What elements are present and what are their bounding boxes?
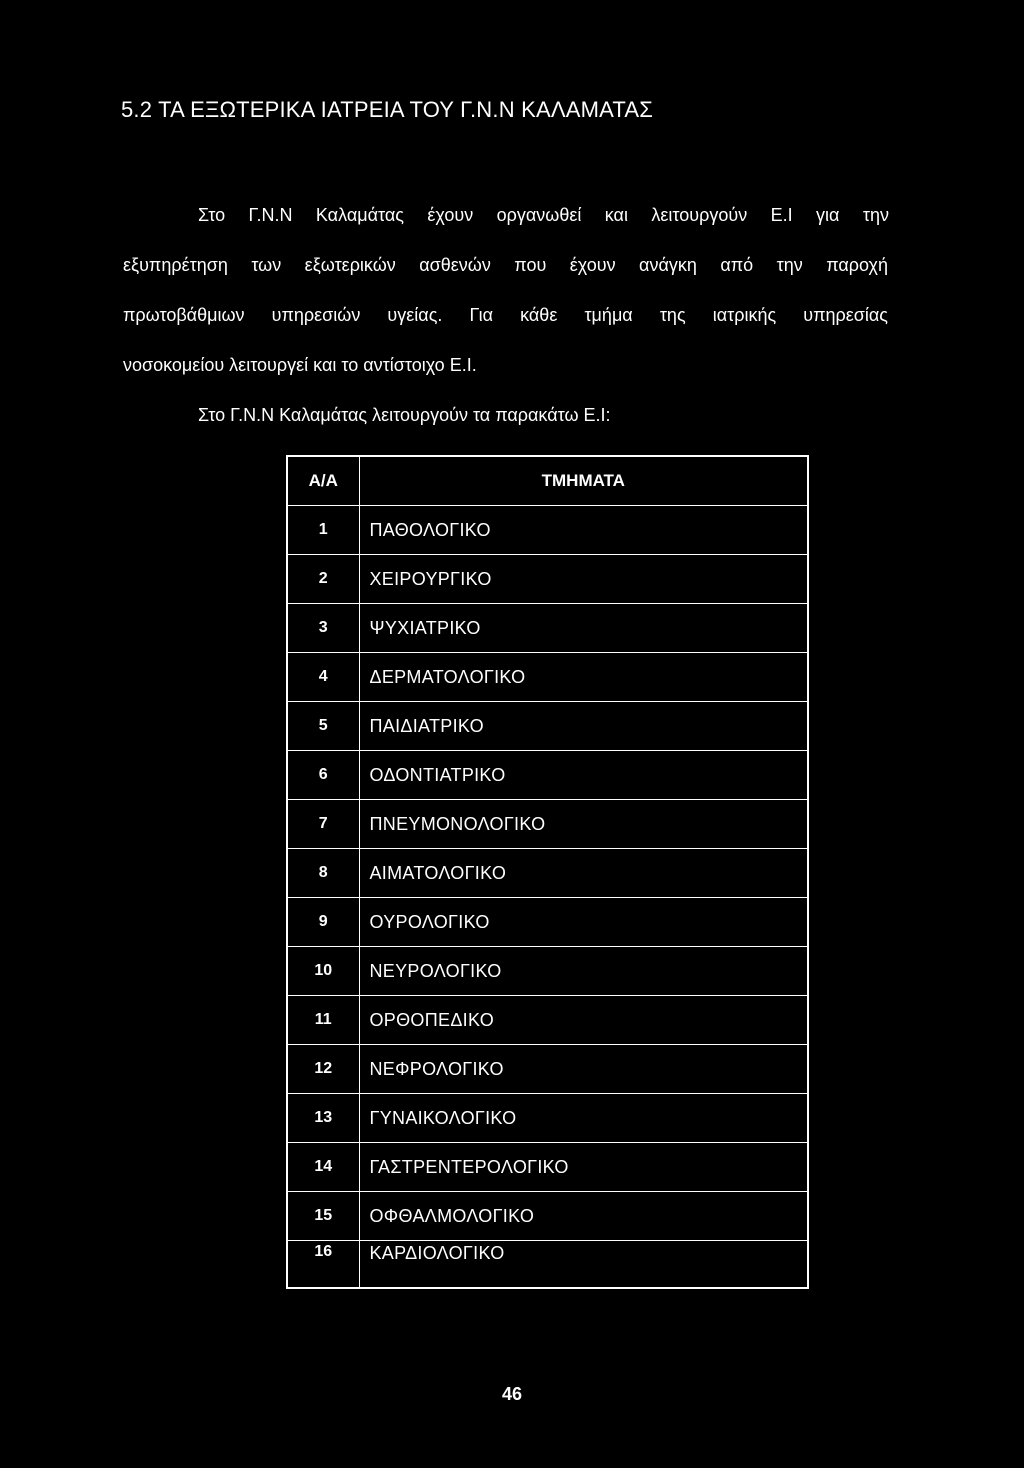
table-row <box>287 751 808 800</box>
row-number: 14 <box>287 1143 359 1192</box>
header-aa: Α/Α <box>287 456 359 506</box>
department-name: ΟΡΘΟΠΕΔΙΚΟ <box>359 996 808 1045</box>
table-row <box>287 849 808 898</box>
table-row <box>287 1241 808 1289</box>
row-number: 15 <box>287 1192 359 1241</box>
row-number: 11 <box>287 996 359 1045</box>
table-row <box>287 1094 808 1143</box>
row-number: 13 <box>287 1094 359 1143</box>
table-row <box>287 1192 808 1241</box>
row-number: 8 <box>287 849 359 898</box>
paragraph-line-3: πρωτοβάθμιων υπηρεσιών υγείας. Για κάθε τμήμα της ιατρικής υπηρεσίας <box>123 305 888 325</box>
departments-table <box>286 455 809 1289</box>
row-number: 12 <box>287 1045 359 1094</box>
department-name: ΓΥΝΑΙΚΟΛΟΓΙΚΟ <box>359 1094 808 1143</box>
table-row <box>287 555 808 604</box>
department-name: ΟΥΡΟΛΟΓΙΚΟ <box>359 898 808 947</box>
department-name: ΚΑΡΔΙΟΛΟΓΙΚΟ <box>359 1241 808 1289</box>
department-name: ΝΕΦΡΟΛΟΓΙΚΟ <box>359 1045 808 1094</box>
table-row <box>287 1143 808 1192</box>
paragraph-line-1: Στο Γ.Ν.Ν Καλαμάτας έχουν οργανωθεί και λειτουργούν Ε.Ι για την <box>198 205 889 225</box>
table-row <box>287 947 808 996</box>
department-name: ΔΕΡΜΑΤΟΛΟΓΙΚΟ <box>359 653 808 702</box>
row-number: 10 <box>287 947 359 996</box>
row-number: 1 <box>287 506 359 555</box>
paragraph-line-2: εξυπηρέτηση των εξωτερικών ασθενών που έχουν ανάγκη από την παροχή <box>123 255 888 275</box>
table-row <box>287 506 808 555</box>
department-name: ΠΝΕΥΜΟΝΟΛΟΓΙΚΟ <box>359 800 808 849</box>
department-name: ΨΥΧΙΑΤΡΙΚΟ <box>359 604 808 653</box>
table-row <box>287 898 808 947</box>
department-name: ΓΑΣΤΡΕΝΤΕΡΟΛΟΓΙΚΟ <box>359 1143 808 1192</box>
table-row <box>287 800 808 849</box>
header-departments: ΤΜΗΜΑΤΑ <box>359 456 808 506</box>
department-name: ΝΕΥΡΟΛΟΓΙΚΟ <box>359 947 808 996</box>
row-number: 7 <box>287 800 359 849</box>
table-row <box>287 1045 808 1094</box>
paragraph-line-5: Στο Γ.Ν.Ν Καλαμάτας λειτουργούν τα παρακάτω Ε.Ι: <box>198 405 611 425</box>
department-name: ΟΔΟΝΤΙΑΤΡΙΚΟ <box>359 751 808 800</box>
section-heading: 5.2 ΤΑ ΕΞΩΤΕΡΙΚΑ ΙΑΤΡΕΙΑ ΤΟΥ Γ.Ν.Ν ΚΑΛΑΜΑΤΑΣ <box>121 97 654 122</box>
department-name: ΠΑΘΟΛΟΓΙΚΟ <box>359 506 808 555</box>
row-number: 6 <box>287 751 359 800</box>
department-name: ΠΑΙΔΙΑΤΡΙΚΟ <box>359 702 808 751</box>
row-number: 3 <box>287 604 359 653</box>
department-name: ΟΦΘΑΛΜΟΛΟΓΙΚΟ <box>359 1192 808 1241</box>
row-number: 4 <box>287 653 359 702</box>
row-number: 9 <box>287 898 359 947</box>
table-row <box>287 653 808 702</box>
table-row <box>287 604 808 653</box>
department-name: ΑΙΜΑΤΟΛΟΓΙΚΟ <box>359 849 808 898</box>
row-number: 5 <box>287 702 359 751</box>
paragraph-line-4: νοσοκομείου λειτουργεί και το αντίστοιχο Ε.Ι. <box>123 355 477 375</box>
department-name: ΧΕΙΡΟΥΡΓΙΚΟ <box>359 555 808 604</box>
page-number: 46 <box>501 1384 523 1404</box>
table-row <box>287 702 808 751</box>
table-row <box>287 996 808 1045</box>
table-header-row <box>287 456 808 506</box>
row-number: 16 <box>287 1241 359 1289</box>
row-number: 2 <box>287 555 359 604</box>
